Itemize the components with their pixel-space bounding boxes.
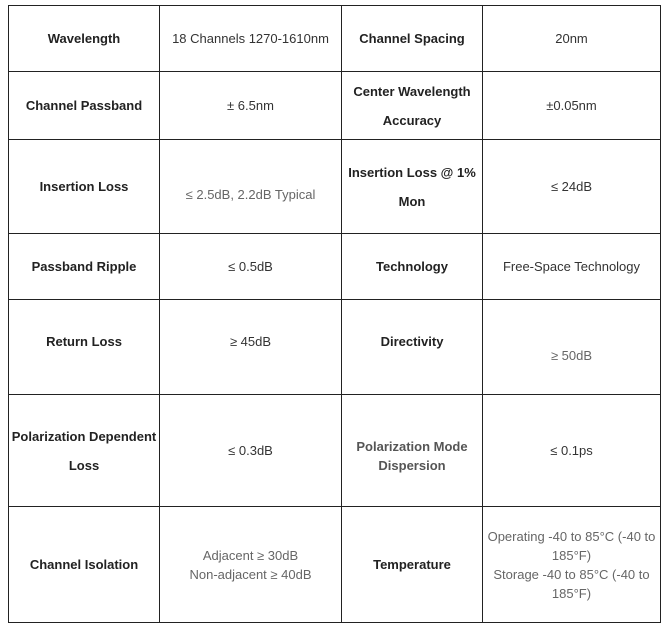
value-directivity: ≥ 50dB bbox=[483, 300, 661, 395]
label-center-wavelength-accuracy: Center Wavelength Accuracy bbox=[342, 72, 483, 140]
table-row bbox=[9, 234, 661, 300]
table-row bbox=[9, 507, 661, 623]
table-row bbox=[9, 300, 661, 395]
value-polarization-mode-dispersion: ≤ 0.1ps bbox=[483, 395, 661, 507]
label-directivity: Directivity bbox=[342, 300, 483, 395]
temperature-storage: Storage -40 to 85°C (-40 to 185°F) bbox=[493, 566, 650, 601]
label-channel-isolation: Channel Isolation bbox=[9, 507, 160, 623]
label-temperature: Temperature bbox=[342, 507, 483, 623]
label-technology: Technology bbox=[342, 234, 483, 300]
channel-isolation-non-adjacent: Non-adjacent ≥ 40dB bbox=[189, 566, 312, 582]
label-insertion-loss-1pct-mon: Insertion Loss @ 1% Mon bbox=[342, 140, 483, 234]
temperature-operating: Operating -40 to 85°C (-40 to 185°F) bbox=[487, 528, 656, 563]
value-temperature bbox=[483, 507, 661, 623]
value-return-loss: ≥ 45dB bbox=[160, 300, 342, 395]
label-wavelength: Wavelength bbox=[9, 6, 160, 72]
value-channel-passband: ± 6.5nm bbox=[160, 72, 342, 140]
spec-table bbox=[8, 5, 661, 623]
value-wavelength: 18 Channels 1270-1610nm bbox=[160, 6, 342, 72]
label-insertion-loss: Insertion Loss bbox=[9, 140, 160, 234]
value-insertion-loss: ≤ 2.5dB, 2.2dB Typical bbox=[160, 140, 342, 234]
label-passband-ripple: Passband Ripple bbox=[9, 234, 160, 300]
table-row bbox=[9, 72, 661, 140]
value-insertion-loss-1pct-mon: ≤ 24dB bbox=[483, 140, 661, 234]
value-channel-spacing: 20nm bbox=[483, 6, 661, 72]
label-polarization-dependent-loss: Polarization Dependent Loss bbox=[9, 395, 160, 507]
channel-isolation-adjacent: Adjacent ≥ 30dB bbox=[202, 547, 299, 563]
table-row bbox=[9, 395, 661, 507]
table-row bbox=[9, 140, 661, 234]
value-channel-isolation bbox=[160, 507, 342, 623]
label-channel-passband: Channel Passband bbox=[9, 72, 160, 140]
label-return-loss: Return Loss bbox=[9, 300, 160, 395]
label-polarization-mode-dispersion: Polarization Mode Dispersion bbox=[342, 395, 483, 507]
table-row bbox=[9, 6, 661, 72]
label-channel-spacing: Channel Spacing bbox=[342, 6, 483, 72]
value-technology: Free-Space Technology bbox=[483, 234, 661, 300]
value-center-wavelength-accuracy: ±0.05nm bbox=[483, 72, 661, 140]
value-polarization-dependent-loss: ≤ 0.3dB bbox=[160, 395, 342, 507]
value-passband-ripple: ≤ 0.5dB bbox=[160, 234, 342, 300]
